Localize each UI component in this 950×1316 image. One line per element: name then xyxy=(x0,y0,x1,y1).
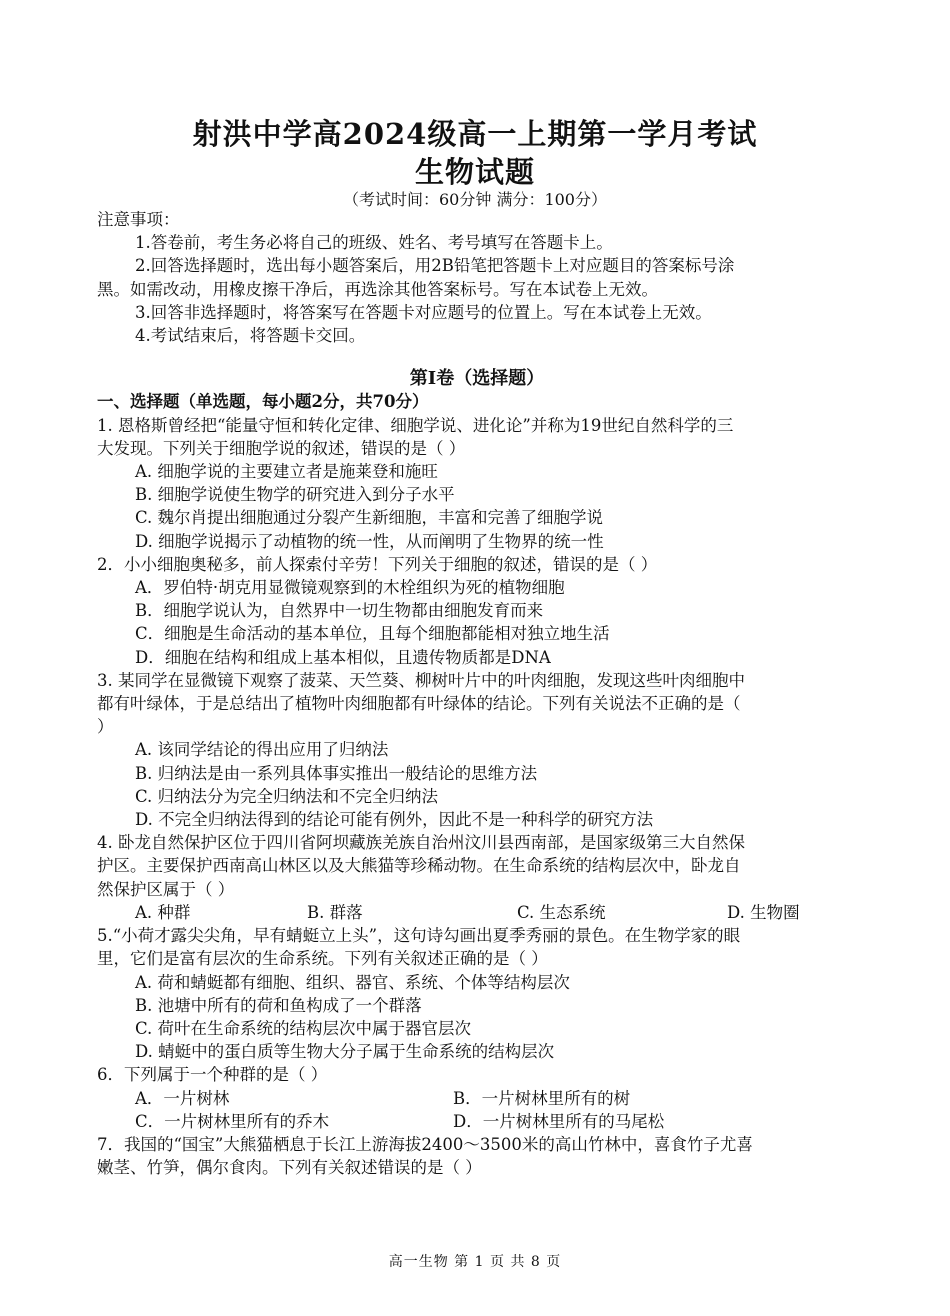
question-option: D. 细胞学说揭示了动植物的统一性，从而阐明了生物界的统一性 xyxy=(135,531,604,551)
exam-subject-title: 生物试题 xyxy=(414,155,535,189)
question-stem: 护区。主要保护西南高山林区以及大熊猫等珍稀动物。在生命系统的结构层次中，卧龙自 xyxy=(97,856,741,876)
exam-body xyxy=(97,208,857,1179)
page-footer: 高一生物 第 1 页 共 8 页 xyxy=(388,1254,562,1270)
question-option: D. 不完全归纳法得到的结论可能有例外，因此不是一种科学的研究方法 xyxy=(135,810,654,830)
question-option: A. 细胞学说的主要建立者是施莱登和施旺 xyxy=(135,462,438,482)
question-option: A．一片树林 xyxy=(135,1088,230,1108)
question-stem: 1. 恩格斯曾经把“能量守恒和转化定律、细胞学说、进化论”并称为19世纪自然科学的三 xyxy=(97,415,734,435)
exam-info: （考试时间：60分钟 满分：100分） xyxy=(343,190,607,209)
question-stem: 5.“小荷才露尖尖角，早有蜻蜓立上头”，这句诗勾画出夏季秀丽的景色。在生物学家的眼 xyxy=(97,926,741,946)
question-option: A. 荷和蜻蜓都有细胞、组织、器官、系统、个体等结构层次 xyxy=(135,972,570,992)
question-stem: 4. 卧龙自然保护区位于四川省阿坝藏族羌族自治州汶川县西南部，是国家级第三大自然保 xyxy=(97,833,745,853)
question-option-row xyxy=(97,1087,857,1110)
question-option: D．一片树林里所有的马尾松 xyxy=(453,1111,665,1131)
question-stem: 6．下列属于一个种群的是（ ） xyxy=(97,1065,328,1085)
question-stem: ） xyxy=(97,717,114,737)
section-subtitle: 一、选择题（单选题，每小题2分，共70分） xyxy=(97,392,429,412)
question-option: B. 池塘中所有的荷和鱼构成了一个群落 xyxy=(135,995,422,1015)
notice-item: 1.答卷前，考生务必将自己的班级、姓名、考号填写在答题卡上。 xyxy=(135,233,613,253)
question-option: A. 种群 xyxy=(135,902,191,922)
question-option: B. 归纳法是由一系列具体事实推出一般结论的思维方法 xyxy=(135,763,538,783)
question-stem: 大发现。下列关于细胞学说的叙述，错误的是（ ） xyxy=(97,438,466,458)
question-stem: 2．小小细胞奥秘多，前人探索付辛劳！下列关于细胞的叙述，错误的是（ ） xyxy=(97,554,658,574)
section-title: 第I卷（选择题） xyxy=(409,368,545,390)
notice-heading: 注意事项： xyxy=(97,210,180,229)
question-option: A．罗伯特·胡克用显微镜观察到的木栓组织为死的植物细胞 xyxy=(135,578,565,598)
question-option: D. 生物圈 xyxy=(727,902,800,922)
question-option: C．细胞是生命活动的基本单位，且每个细胞都能相对独立地生活 xyxy=(135,624,610,644)
question-option: D. 蜻蜓中的蛋白质等生物大分子属于生命系统的结构层次 xyxy=(135,1042,555,1062)
question-stem: 嫩茎、竹笋，偶尔食肉。下列有关叙述错误的是（ ） xyxy=(97,1158,482,1178)
question-option: C. 生态系统 xyxy=(517,902,606,922)
spacer xyxy=(97,347,857,367)
question-option: B. 细胞学说使生物学的研究进入到分子水平 xyxy=(135,485,455,505)
exam-title: 射洪中学高2024级高一上期第一学月考试 xyxy=(192,117,758,151)
notice-item-continuation: 黑。如需改动，用橡皮擦干净后，再选涂其他答案标号。写在本试卷上无效。 xyxy=(97,279,658,299)
question-stem: 都有叶绿体，于是总结出了植物叶肉细胞都有叶绿体的结论。下列有关说法不正确的是（ xyxy=(97,694,741,714)
question-stem: 然保护区属于（ ） xyxy=(97,879,235,899)
question-option: C. 荷叶在生命系统的结构层次中属于器官层次 xyxy=(135,1018,472,1038)
question-option: C. 魏尔肖提出细胞通过分裂产生新细胞，丰富和完善了细胞学说 xyxy=(135,508,604,528)
question-option-row xyxy=(97,901,857,924)
question-option-row xyxy=(97,1110,857,1133)
question-option: B．一片树林里所有的树 xyxy=(453,1088,631,1108)
notice-item: 3.回答非选择题时，将答案写在答题卡对应题号的位置上。写在本试卷上无效。 xyxy=(135,302,712,322)
question-stem: 7．我国的“国宝”大熊猫栖息于长江上游海拔2400～3500米的高山竹林中，喜食竹子尤喜 xyxy=(97,1134,753,1154)
question-option: C．一片树林里所有的乔木 xyxy=(135,1111,330,1131)
notice-item: 2.回答选择题时，选出每小题答案后，用2B铅笔把答题卡上对应题目的答案标号涂 xyxy=(135,256,735,276)
question-stem: 3. 某同学在显微镜下观察了菠菜、天竺葵、柳树叶片中的叶肉细胞，发现这些叶肉细胞中 xyxy=(97,670,745,690)
question-stem: 里，它们是富有层次的生命系统。下列有关叙述正确的是（ ） xyxy=(97,949,548,969)
question-option: B．细胞学说认为，自然界中一切生物都由细胞发育而来 xyxy=(135,601,544,621)
question-option: C. 归纳法分为完全归纳法和不完全归纳法 xyxy=(135,786,439,806)
question-option: B. 群落 xyxy=(307,902,363,922)
notice-item: 4.考试结束后，将答题卡交回。 xyxy=(135,326,366,346)
question-option: A. 该同学结论的得出应用了归纳法 xyxy=(135,740,389,760)
question-option: D．细胞在结构和组成上基本相似，且遗传物质都是DNA xyxy=(135,647,551,667)
